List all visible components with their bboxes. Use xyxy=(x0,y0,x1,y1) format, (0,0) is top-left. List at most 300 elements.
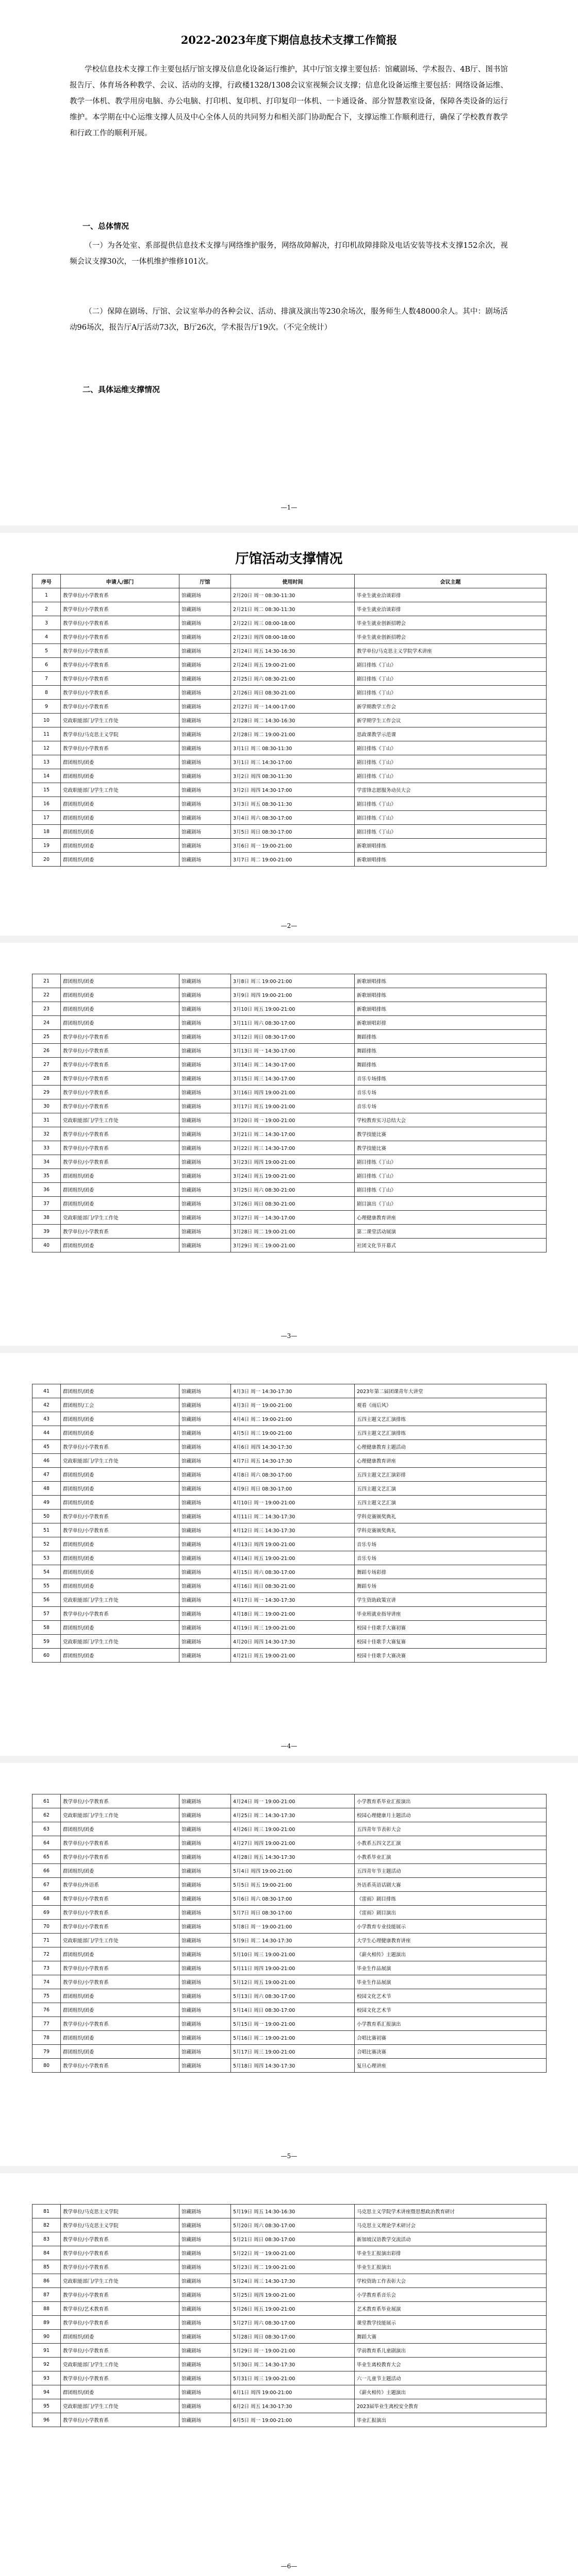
time-cell: 5月27日 周六 08:30-17:00 xyxy=(231,2316,355,2330)
time-cell: 2月26日 周日 08:30-21:00 xyxy=(231,686,355,700)
row-number-cell: 9 xyxy=(32,700,61,714)
table-row xyxy=(32,2371,547,2385)
venue-cell: 馆藏剧场 xyxy=(179,1155,231,1169)
venue-cell: 馆藏剧场 xyxy=(179,1127,231,1141)
row-number-cell: 74 xyxy=(32,1975,61,1989)
applicant-cell: 群团组织/团委 xyxy=(61,769,179,783)
time-cell: 3月15日 周三 14:30-17:00 xyxy=(231,1072,355,1086)
page-number: —4— xyxy=(280,1742,298,1750)
activity-table xyxy=(32,2204,547,2427)
topic-cell: 马克思主义学院学术讲座暨思想政治教育研讨 xyxy=(355,2205,547,2218)
time-cell: 2月25日 周六 08:30-21:00 xyxy=(231,672,355,686)
venue-cell: 馆藏剧场 xyxy=(179,1099,231,1113)
time-cell: 4月8日 周六 08:30-17:00 xyxy=(231,1468,355,1482)
row-number-cell: 75 xyxy=(32,1989,61,2003)
table-row xyxy=(32,1864,547,1878)
time-cell: 4月26日 周三 19:00-21:00 xyxy=(231,1822,355,1836)
table-row xyxy=(32,1044,547,1058)
row-number-cell: 79 xyxy=(32,2045,61,2059)
applicant-cell: 教学单位/小学教育系 xyxy=(61,1892,179,1906)
time-cell: 5月24日 周三 14:30-17:30 xyxy=(231,2274,355,2288)
applicant-cell: 教学单位/小学教育系 xyxy=(61,616,179,630)
topic-cell: 剧目排练《丁山》 xyxy=(355,1155,547,1169)
row-number-cell: 33 xyxy=(32,1141,61,1155)
table-row xyxy=(32,1155,547,1169)
row-number-cell: 60 xyxy=(32,1649,61,1663)
venue-cell: 馆藏剧场 xyxy=(179,2358,231,2371)
applicant-cell: 教学单位/小学教育系 xyxy=(61,1850,179,1864)
time-cell: 5月15日 周一 19:00-21:00 xyxy=(231,2017,355,2031)
applicant-cell: 教学单位/小学教育系 xyxy=(61,672,179,686)
venue-cell: 馆藏剧场 xyxy=(179,1384,231,1398)
applicant-cell: 教学单位/小学教育系 xyxy=(61,686,179,700)
topic-cell: 六一儿童节主题活动 xyxy=(355,2371,547,2385)
page-number: —2— xyxy=(280,922,298,929)
topic-cell: 剧目排练《丁山》 xyxy=(355,672,547,686)
table-row xyxy=(32,1649,547,1663)
venue-cell: 馆藏剧场 xyxy=(179,700,231,714)
page-number: —3— xyxy=(280,1332,298,1340)
row-number-cell: 26 xyxy=(32,1044,61,1058)
applicant-cell: 教学单位/小学教育系 xyxy=(61,1975,179,1989)
topic-cell: 《薪火相传》主题演出 xyxy=(355,1947,547,1961)
time-cell: 5月4日 周四 19:00-21:00 xyxy=(231,1864,355,1878)
topic-cell: 剧目排练《丁山》 xyxy=(355,825,547,839)
applicant-cell: 群团组织/团委 xyxy=(61,797,179,811)
time-cell: 3月27日 周一 14:30-17:00 xyxy=(231,1211,355,1225)
applicant-cell: 教学单位/外语系 xyxy=(61,1878,179,1892)
applicant-cell: 教学单位/小学教育系 xyxy=(61,1225,179,1239)
venue-cell: 馆藏剧场 xyxy=(179,2344,231,2358)
applicant-cell: 教学单位/小学教育系 xyxy=(61,2260,179,2274)
topic-cell: 舞蹈专场彩排 xyxy=(355,1565,547,1579)
row-number-cell: 78 xyxy=(32,2031,61,2045)
time-cell: 4月12日 周三 14:30-17:30 xyxy=(231,1523,355,1537)
table-row xyxy=(32,1099,547,1113)
applicant-cell: 教学单位/小学教育系 xyxy=(61,1155,179,1169)
venue-cell: 馆藏剧场 xyxy=(179,588,231,602)
time-cell: 3月9日 周四 19:00-21:00 xyxy=(231,988,355,1002)
venue-cell: 馆藏剧场 xyxy=(179,2274,231,2288)
table-row xyxy=(32,1822,547,1836)
row-number-cell: 61 xyxy=(32,1794,61,1808)
venue-cell: 馆藏剧场 xyxy=(179,1468,231,1482)
table-title: 厅馆活动支撑情况 xyxy=(235,551,343,567)
applicant-cell: 教学单位/小学教育系 xyxy=(61,644,179,658)
venue-cell: 馆藏剧场 xyxy=(179,1169,231,1183)
row-number-cell: 17 xyxy=(32,811,61,825)
row-number-cell: 8 xyxy=(32,686,61,700)
topic-cell: 剧目排练《丁山》 xyxy=(355,1183,547,1197)
time-cell: 3月20日 周一 19:00-21:00 xyxy=(231,1113,355,1127)
time-cell: 5月13日 周六 08:30-17:00 xyxy=(231,1989,355,2003)
applicant-cell: 群团组织/团委 xyxy=(61,988,179,1002)
topic-cell: 剧目排练《丁山》 xyxy=(355,769,547,783)
page-separator xyxy=(0,936,578,943)
venue-cell: 馆藏剧场 xyxy=(179,1030,231,1044)
time-cell: 3月4日 周六 08:30-17:00 xyxy=(231,811,355,825)
row-number-cell: 1 xyxy=(32,588,61,602)
venue-cell: 馆藏剧场 xyxy=(179,602,231,616)
table-row xyxy=(32,1635,547,1649)
applicant-cell: 党政职能部门/学生工作处 xyxy=(61,2358,179,2371)
venue-cell: 馆藏剧场 xyxy=(179,644,231,658)
row-number-cell: 2 xyxy=(32,602,61,616)
table-row xyxy=(32,1468,547,1482)
topic-cell: 新歌颂唱排练 xyxy=(355,988,547,1002)
applicant-cell: 群团组织/团委 xyxy=(61,1002,179,1016)
applicant-cell: 群团组织/团委 xyxy=(61,1412,179,1426)
column-header: 会议主题 xyxy=(355,574,547,588)
time-cell: 3月7日 周二 19:00-21:00 xyxy=(231,853,355,867)
row-number-cell: 23 xyxy=(32,1002,61,1016)
row-number-cell: 5 xyxy=(32,644,61,658)
row-number-cell: 77 xyxy=(32,2017,61,2031)
time-cell: 4月10日 周一 19:00-21:00 xyxy=(231,1496,355,1510)
table-page xyxy=(0,2173,578,2576)
topic-cell: 毕业生就业创新招聘会 xyxy=(355,630,547,644)
time-cell: 5月25日 周四 19:00-21:00 xyxy=(231,2288,355,2302)
time-cell: 6月1日 周四 19:00-21:00 xyxy=(231,2385,355,2399)
applicant-cell: 教学单位/小学教育系 xyxy=(61,2371,179,2385)
applicant-cell: 群团组织/团委 xyxy=(61,1482,179,1496)
row-number-cell: 22 xyxy=(32,988,61,1002)
time-cell: 3月22日 周三 14:30-17:00 xyxy=(231,1141,355,1155)
table-row xyxy=(32,741,547,755)
topic-cell: 毕业生就业创新招聘会 xyxy=(355,616,547,630)
time-cell: 4月6日 周四 14:30-17:30 xyxy=(231,1440,355,1454)
topic-cell: 《薪火相传》主题演出 xyxy=(355,2385,547,2399)
topic-cell: 小教系毕业汇演 xyxy=(355,1850,547,1864)
row-number-cell: 69 xyxy=(32,1906,61,1920)
row-number-cell: 55 xyxy=(32,1579,61,1593)
table-row xyxy=(32,1565,547,1579)
row-number-cell: 24 xyxy=(32,1016,61,1030)
topic-cell: 毕业生离校教育大会 xyxy=(355,2358,547,2371)
applicant-cell: 教学单位/马克思主义学院 xyxy=(61,727,179,741)
row-number-cell: 38 xyxy=(32,1211,61,1225)
applicant-cell: 教学单位/小学教育系 xyxy=(61,1607,179,1621)
table-row xyxy=(32,1239,547,1252)
topic-cell: 思政课教学示范课 xyxy=(355,727,547,741)
applicant-cell: 教学单位/小学教育系 xyxy=(61,1906,179,1920)
applicant-cell: 教学单位/马克思主义学院 xyxy=(61,2218,179,2232)
time-cell: 3月11日 周六 08:30-17:00 xyxy=(231,1016,355,1030)
time-cell: 4月13日 周四 19:00-21:00 xyxy=(231,1537,355,1551)
venue-cell: 馆藏剧场 xyxy=(179,853,231,867)
time-cell: 5月18日 周四 14:30-17:30 xyxy=(231,2059,355,2073)
topic-cell: 学校教育实习总结大会 xyxy=(355,1113,547,1127)
row-number-cell: 41 xyxy=(32,1384,61,1398)
topic-cell: 毕业生汇报演出彩排 xyxy=(355,2246,547,2260)
topic-cell: 心理健康教育主题活动 xyxy=(355,1440,547,1454)
row-number-cell: 34 xyxy=(32,1155,61,1169)
venue-cell: 馆藏剧场 xyxy=(179,1113,231,1127)
row-number-cell: 86 xyxy=(32,2274,61,2288)
applicant-cell: 群团组织/团委 xyxy=(61,2031,179,2045)
topic-cell: 毕业生就业洽谈彩排 xyxy=(355,588,547,602)
time-cell: 3月3日 周五 08:30-11:30 xyxy=(231,797,355,811)
applicant-cell: 教学单位/小学教育系 xyxy=(61,1127,179,1141)
topic-cell: 五四主题文艺汇演 xyxy=(355,1482,547,1496)
table-row xyxy=(32,1211,547,1225)
topic-cell: 学雷锋志愿服务动员大会 xyxy=(355,783,547,797)
table-page xyxy=(0,533,578,943)
table-row xyxy=(32,1113,547,1127)
table-row xyxy=(32,769,547,783)
topic-cell: 新歌颂唱彩排 xyxy=(355,1016,547,1030)
topic-cell: 小教系五四文艺汇演 xyxy=(355,1836,547,1850)
time-cell: 5月12日 周五 19:00-21:00 xyxy=(231,1975,355,1989)
table-row xyxy=(32,2302,547,2316)
table-row xyxy=(32,602,547,616)
applicant-cell: 群团组织/团委 xyxy=(61,2045,179,2059)
topic-cell: 心理健康教育讲座 xyxy=(355,1454,547,1468)
time-cell: 3月13日 周一 14:30-17:00 xyxy=(231,1044,355,1058)
time-cell: 5月10日 周三 19:00-21:00 xyxy=(231,1947,355,1961)
topic-cell: 《雷雨》剧目排练 xyxy=(355,1892,547,1906)
row-number-cell: 32 xyxy=(32,1127,61,1141)
applicant-cell: 教学单位/艺术教育系 xyxy=(61,2302,179,2316)
applicant-cell: 党政职能部门/学生工作处 xyxy=(61,1635,179,1649)
table-row xyxy=(32,2399,547,2413)
applicant-cell: 群团组织/团委 xyxy=(61,1426,179,1440)
row-number-cell: 58 xyxy=(32,1621,61,1635)
table-row xyxy=(32,797,547,811)
topic-cell: 毕业生作品展演 xyxy=(355,1961,547,1975)
topic-cell: 新歌颂唱排练 xyxy=(355,853,547,867)
row-number-cell: 36 xyxy=(32,1183,61,1197)
applicant-cell: 教学单位/小学教育系 xyxy=(61,1510,179,1523)
time-cell: 3月2日 周四 14:30-17:00 xyxy=(231,783,355,797)
table-row xyxy=(32,2017,547,2031)
row-number-cell: 73 xyxy=(32,1961,61,1975)
venue-cell: 馆藏剧场 xyxy=(179,1183,231,1197)
venue-cell: 馆藏剧场 xyxy=(179,1850,231,1864)
row-number-cell: 15 xyxy=(32,783,61,797)
topic-cell: 外语系英语话剧大赛 xyxy=(355,1878,547,1892)
row-number-cell: 59 xyxy=(32,1635,61,1649)
topic-cell: 舞蹈大赛 xyxy=(355,2330,547,2344)
time-cell: 4月5日 周三 19:00-21:00 xyxy=(231,1426,355,1440)
row-number-cell: 56 xyxy=(32,1593,61,1607)
venue-cell: 馆藏剧场 xyxy=(179,727,231,741)
time-cell: 5月31日 周三 19:00-21:00 xyxy=(231,2371,355,2385)
time-cell: 3月6日 周一 19:00-21:00 xyxy=(231,839,355,853)
row-number-cell: 7 xyxy=(32,672,61,686)
venue-cell: 馆藏剧场 xyxy=(179,755,231,769)
venue-cell: 馆藏剧场 xyxy=(179,1537,231,1551)
venue-cell: 馆藏剧场 xyxy=(179,1593,231,1607)
topic-cell: 小学教育系毕业汇报演出 xyxy=(355,1794,547,1808)
venue-cell: 馆藏剧场 xyxy=(179,658,231,672)
topic-cell: 教学单位/马克思主义学院学术讲座 xyxy=(355,644,547,658)
time-cell: 6月5日 周一 19:00-21:00 xyxy=(231,2413,355,2427)
applicant-cell: 群团组织/团委 xyxy=(61,2385,179,2399)
applicant-cell: 群团组织/团委 xyxy=(61,1016,179,1030)
time-cell: 2月28日 周二 14:30-16:30 xyxy=(231,714,355,727)
topic-cell: 小学教育系音乐会 xyxy=(355,2288,547,2302)
column-header: 厅馆 xyxy=(179,574,231,588)
page-separator xyxy=(0,1346,578,1353)
table-row xyxy=(32,700,547,714)
topic-cell: 新加坡汉语教学交流活动 xyxy=(355,2232,547,2246)
time-cell: 2月27日 周一 14:00-17:00 xyxy=(231,700,355,714)
venue-cell: 馆藏剧场 xyxy=(179,2232,231,2246)
table-row xyxy=(32,2274,547,2288)
applicant-cell: 教学单位/小学教育系 xyxy=(61,630,179,644)
applicant-cell: 群团组织/团委 xyxy=(61,1384,179,1398)
topic-cell: 剧目排练《丁山》 xyxy=(355,797,547,811)
row-number-cell: 19 xyxy=(32,839,61,853)
table-row xyxy=(32,2031,547,2045)
venue-cell: 馆藏剧场 xyxy=(179,741,231,755)
table-row xyxy=(32,1072,547,1086)
venue-cell: 馆藏剧场 xyxy=(179,1141,231,1155)
table-row xyxy=(32,1892,547,1906)
topic-cell: 舞蹈排练 xyxy=(355,1030,547,1044)
row-number-cell: 57 xyxy=(32,1607,61,1621)
table-row xyxy=(32,1002,547,1016)
applicant-cell: 教学单位/小学教育系 xyxy=(61,1836,179,1850)
row-number-cell: 52 xyxy=(32,1537,61,1551)
table-row xyxy=(32,1593,547,1607)
table-row xyxy=(32,1086,547,1099)
table-row xyxy=(32,839,547,853)
venue-cell: 馆藏剧场 xyxy=(179,2218,231,2232)
time-cell: 3月17日 周五 19:00-21:00 xyxy=(231,1099,355,1113)
time-cell: 4月16日 周日 08:30-21:00 xyxy=(231,1579,355,1593)
time-cell: 3月26日 周日 08:30-21:00 xyxy=(231,1197,355,1211)
table-row xyxy=(32,616,547,630)
time-cell: 4月28日 周五 14:30-17:30 xyxy=(231,1850,355,1864)
applicant-cell: 教学单位/小学教育系 xyxy=(61,700,179,714)
venue-cell: 馆藏剧场 xyxy=(179,2316,231,2330)
time-cell: 5月6日 周六 08:30-17:00 xyxy=(231,1892,355,1906)
venue-cell: 馆藏剧场 xyxy=(179,1496,231,1510)
row-number-cell: 51 xyxy=(32,1523,61,1537)
row-number-cell: 12 xyxy=(32,741,61,755)
row-number-cell: 46 xyxy=(32,1454,61,1468)
venue-cell: 馆藏剧场 xyxy=(179,1225,231,1239)
overview-paragraph-2: （二）保障在剧场、厅馆、会议室举办的各种会议、活动、排演及演出等230余场次，服务师生人数48000余人。其中：剧场活动96场次，报告厅A厅活动73次，B厅26次，学术报告厅19次。（不完全统计） xyxy=(70,308,508,332)
venue-cell: 馆藏剧场 xyxy=(179,1426,231,1440)
applicant-cell: 教学单位/小学教育系 xyxy=(61,2316,179,2330)
venue-cell: 馆藏剧场 xyxy=(179,2059,231,2073)
row-number-cell: 48 xyxy=(32,1482,61,1496)
applicant-cell: 群团组织/团委 xyxy=(61,1551,179,1565)
venue-cell: 馆藏剧场 xyxy=(179,1864,231,1878)
table-row xyxy=(32,2205,547,2218)
venue-cell: 馆藏剧场 xyxy=(179,1920,231,1934)
table-row xyxy=(32,1016,547,1030)
row-number-cell: 3 xyxy=(32,616,61,630)
venue-cell: 馆藏剧场 xyxy=(179,630,231,644)
row-number-cell: 4 xyxy=(32,630,61,644)
venue-cell: 馆藏剧场 xyxy=(179,1086,231,1099)
time-cell: 5月5日 周五 19:00-21:00 xyxy=(231,1878,355,1892)
table-row xyxy=(32,1225,547,1239)
venue-cell: 馆藏剧场 xyxy=(179,1878,231,1892)
topic-cell: 校园文化艺术节 xyxy=(355,2003,547,2017)
row-number-cell: 35 xyxy=(32,1169,61,1183)
row-number-cell: 67 xyxy=(32,1878,61,1892)
table-row xyxy=(32,1906,547,1920)
applicant-cell: 群团组织/团委 xyxy=(61,1864,179,1878)
table-row xyxy=(32,1989,547,2003)
topic-cell: 新学期学生工作会议 xyxy=(355,714,547,727)
row-number-cell: 30 xyxy=(32,1099,61,1113)
topic-cell: 新歌颂唱排练 xyxy=(355,839,547,853)
row-number-cell: 94 xyxy=(32,2385,61,2399)
page-number: —5— xyxy=(280,2153,298,2160)
time-cell: 5月17日 周三 19:00-21:00 xyxy=(231,2045,355,2059)
applicant-cell: 群团组织/团委 xyxy=(61,825,179,839)
topic-cell: 学校资助工作表彰大会 xyxy=(355,2274,547,2288)
venue-cell: 馆藏剧场 xyxy=(179,1565,231,1579)
table-row xyxy=(32,1947,547,1961)
topic-cell: 心理健康教育讲座 xyxy=(355,1211,547,1225)
time-cell: 3月12日 周日 08:30-17:00 xyxy=(231,1030,355,1044)
venue-cell: 馆藏剧场 xyxy=(179,974,231,988)
time-cell: 3月16日 周四 19:00-21:00 xyxy=(231,1086,355,1099)
applicant-cell: 教学单位/小学教育系 xyxy=(61,1058,179,1072)
venue-cell: 馆藏剧场 xyxy=(179,1934,231,1947)
row-number-cell: 43 xyxy=(32,1412,61,1426)
row-number-cell: 39 xyxy=(32,1225,61,1239)
applicant-cell: 群团组织/团委 xyxy=(61,2330,179,2344)
row-number-cell: 87 xyxy=(32,2288,61,2302)
applicant-cell: 党政职能部门/学生工作处 xyxy=(61,714,179,727)
table-row xyxy=(32,714,547,727)
row-number-cell: 18 xyxy=(32,825,61,839)
time-cell: 2月24日 周五 19:00-21:00 xyxy=(231,658,355,672)
venue-cell: 馆藏剧场 xyxy=(179,1975,231,1989)
venue-cell: 馆藏剧场 xyxy=(179,1002,231,1016)
row-number-cell: 84 xyxy=(32,2246,61,2260)
venue-cell: 馆藏剧场 xyxy=(179,1016,231,1030)
venue-cell: 馆藏剧场 xyxy=(179,783,231,797)
venue-cell: 馆藏剧场 xyxy=(179,1892,231,1906)
applicant-cell: 群团组织/团委 xyxy=(61,1579,179,1593)
topic-cell: 合唱比赛初赛 xyxy=(355,2031,547,2045)
topic-cell: 新歌颂唱排练 xyxy=(355,974,547,988)
applicant-cell: 教学单位/小学教育系 xyxy=(61,1044,179,1058)
topic-cell: 校园文化艺术节 xyxy=(355,1989,547,2003)
section-heading-details: 二、具体运维支撑情况 xyxy=(82,385,160,394)
topic-cell: 音乐专场 xyxy=(355,1099,547,1113)
time-cell: 3月2日 周四 08:30-11:30 xyxy=(231,769,355,783)
time-cell: 3月8日 周三 19:00-21:00 xyxy=(231,974,355,988)
table-row xyxy=(32,2232,547,2246)
venue-cell: 馆藏剧场 xyxy=(179,2017,231,2031)
topic-cell: 小学教育专业技能展示 xyxy=(355,1920,547,1934)
time-cell: 2月23日 周四 08:00-18:00 xyxy=(231,630,355,644)
table-header-row xyxy=(32,574,547,588)
topic-cell: 马克思主义理论学术研讨会 xyxy=(355,2218,547,2232)
topic-cell: 学生资助政策宣讲 xyxy=(355,1593,547,1607)
table-row xyxy=(32,630,547,644)
table-row xyxy=(32,644,547,658)
venue-cell: 馆藏剧场 xyxy=(179,1072,231,1086)
activity-table xyxy=(32,1794,547,2073)
topic-cell: 学科竞赛颁奖典礼 xyxy=(355,1523,547,1537)
time-cell: 2月24日 周五 14:30-16:30 xyxy=(231,644,355,658)
applicant-cell: 党政职能部门/学生工作处 xyxy=(61,1934,179,1947)
topic-cell: 《雷雨》剧目演出 xyxy=(355,1906,547,1920)
venue-cell: 馆藏剧场 xyxy=(179,616,231,630)
table-row xyxy=(32,1440,547,1454)
